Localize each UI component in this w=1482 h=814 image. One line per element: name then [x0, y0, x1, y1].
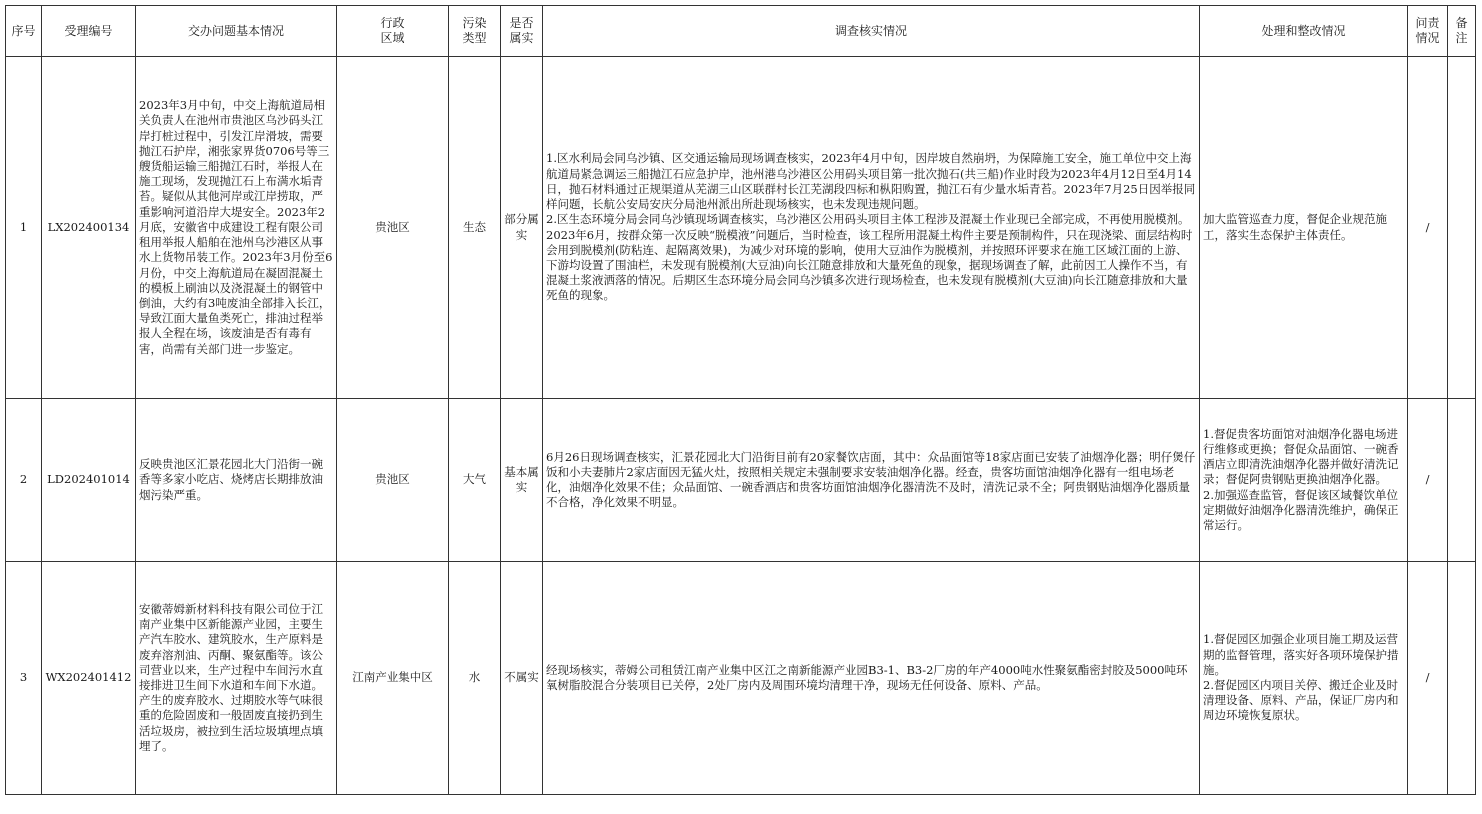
cell-investigation: 经现场核实，蒂姆公司租赁江南产业集中区江之南新能源产业园B3-1、B3-2厂房的年产4000吨水性聚氨酯密封胶及5000吨环氧树脂胶混合分装项目已关停，2处厂房内及周围环境均清理干净，现场无任何设备、原料、产品。 — [543, 562, 1200, 795]
cell-investigation: 6月26日现场调查核实，汇景花园北大门沿街目前有20家餐饮店面，其中：众品面馆等18家店面已安装了油烟净化器；明仔煲仔饭和小夫妻肺片2家店面因无猛火灶，按照相关规定未强制要求安装油烟净化器。经查，贵客坊面馆油烟净化器有一组电场老化，油烟净化效果不佳；众品面馆、一碗香酒店和贵客坊面馆油烟净化器清洗不及时，清洗记录不全；阿贵钢贴油烟净化器质量不合格，净化效果不明显。 — [543, 399, 1200, 562]
header-issue: 交办问题基本情况 — [136, 6, 337, 57]
cell-issue: 安徽蒂姆新材料科技有限公司位于江南产业集中区新能源产业园，主要生产汽车胶水、建筑胶水，生产原料是废弃溶剂油、丙酮、聚氨酯等。该公司营业以来，生产过程中车间污水直接排进卫生间下水道和车间下水道。产生的废弃胶水、过期胶水等气味很重的危险固废和一般固废直接扔到生活垃圾房，被拉到生活垃圾填埋点填埋了。 — [136, 562, 337, 795]
header-pollution: 污染 类型 — [449, 6, 501, 57]
cell-region: 贵池区 — [337, 57, 449, 399]
cell-seq: 3 — [6, 562, 42, 795]
cell-accept-no: WX202401412 — [42, 562, 136, 795]
header-accountability: 问责 情况 — [1408, 6, 1448, 57]
cell-handling: 1.督促贵客坊面馆对油烟净化器电场进行维修或更换；督促众品面馆、一碗香酒店立即清洗油烟净化器并做好清洗记录；督促阿贵钢贴更换油烟净化器。 2.加强巡查监管，督促该区域餐饮单位定期做好油烟净化器清洗维护，确保正常运行。 — [1200, 399, 1408, 562]
header-remark: 备 注 — [1448, 6, 1476, 57]
cell-verified: 部分属实 — [501, 57, 543, 399]
header-row — [6, 6, 1476, 57]
cell-seq: 1 — [6, 57, 42, 399]
cell-issue: 反映贵池区汇景花园北大门沿街一碗香等多家小吃店、烧烤店长期排放油烟污染严重。 — [136, 399, 337, 562]
cell-region: 贵池区 — [337, 399, 449, 562]
cell-investigation: 1.区水利局会同乌沙镇、区交通运输局现场调查核实，2023年4月中旬，因岸坡自然崩坍，为保障施工安全，施工单位中交上海航道局紧急调运三船抛江石应急护岸，池州港乌沙港区公用码头项目第一批次抛石(共三船)作业时段为2023年4月12日至4月14日，抛石材料通过正规渠道从芜湖三山区联群村长江芜湖段四标和枞阳购置，抛江石有少量水垢青苔。2023年7月25日因举报同样问题，长航公安局安庆分局池州派出所赴现场核实，也未发现违规问题。 2.区生态环境分局会同乌沙镇现场调查核实，乌沙港区公用码头项目主体工程涉及混凝土作业现已全部完成，不再使用脱模剂。2023年6月，按群众第一次反映“脱模液”问题后，当时检查，该工程所用混凝土构件主要是预制构件，只在现浇梁、面层结构时会用到脱模剂(防粘连、起隔离效果)，为减少对环境的影响，使用大豆油作为脱模剂，并按照环评要求在施工区域江面的上游、下游均设置了围油栏，未发现有脱模剂(大豆油)向长江随意排放和大量死鱼的现象，据现场调查了解，此前因工人操作不当，有混凝土浆液洒落的情况。后期区生态环境分局会同乌沙镇多次进行现场检查，也未发现有脱模剂(大豆油)向长江随意排放和大量死鱼的现象。 — [543, 57, 1200, 399]
header-handling: 处理和整改情况 — [1200, 6, 1408, 57]
cell-region: 江南产业集中区 — [337, 562, 449, 795]
cell-remark — [1448, 562, 1476, 795]
cell-handling: 1.督促园区加强企业项目施工期及运营期的监督管理，落实好各项环境保护措施。 2.督促园区内项目关停、搬迁企业及时清理设备、原料、产品，保证厂房内和周边环境恢复原状。 — [1200, 562, 1408, 795]
header-region: 行政 区域 — [337, 6, 449, 57]
cell-remark — [1448, 57, 1476, 399]
header-investigation: 调查核实情况 — [543, 6, 1200, 57]
cell-accountability: / — [1408, 57, 1448, 399]
header-accept-no: 受理编号 — [42, 6, 136, 57]
cell-verified: 基本属实 — [501, 399, 543, 562]
cell-pollution: 大气 — [449, 399, 501, 562]
cell-accept-no: LD202401014 — [42, 399, 136, 562]
cell-seq: 2 — [6, 399, 42, 562]
table-row — [6, 57, 1476, 399]
cell-handling: 加大监管巡查力度，督促企业规范施工，落实生态保护主体责任。 — [1200, 57, 1408, 399]
cell-pollution: 水 — [449, 562, 501, 795]
header-seq: 序号 — [6, 6, 42, 57]
cell-verified: 不属实 — [501, 562, 543, 795]
header-verified: 是否 属实 — [501, 6, 543, 57]
cell-accountability: / — [1408, 399, 1448, 562]
table-row — [6, 562, 1476, 795]
cell-issue: 2023年3月中旬，中交上海航道局相关负责人在池州市贵池区乌沙码头江岸打桩过程中，引发江岸滑坡，需要抛江石护岸，湘张家界货0706号等三艘货船运输三船抛江石时，举报人在施工现场，发现抛江石上布满水垢青苔。疑似从其他河岸或江岸捞取，严重影响河道沿岸大堤安全。2023年2月底，安徽省中成建设工程有限公司租用举报人船舶在池州乌沙港区从事水上货物吊装工作。2023年3月份至6月份，中交上海航道局在凝固混凝土的模板上刷油以及浇混凝土的钢管中倒油，大约有3吨废油全部排入长江，导致江面大量鱼类死亡，排油过程举报人全程在场，该废油是否有毒有害，尚需有关部门进一步鉴定。 — [136, 57, 337, 399]
cell-accountability: / — [1408, 562, 1448, 795]
cell-remark — [1448, 399, 1476, 562]
table-row — [6, 399, 1476, 562]
report-table — [5, 5, 1476, 795]
cell-accept-no: LX202400134 — [42, 57, 136, 399]
cell-pollution: 生态 — [449, 57, 501, 399]
